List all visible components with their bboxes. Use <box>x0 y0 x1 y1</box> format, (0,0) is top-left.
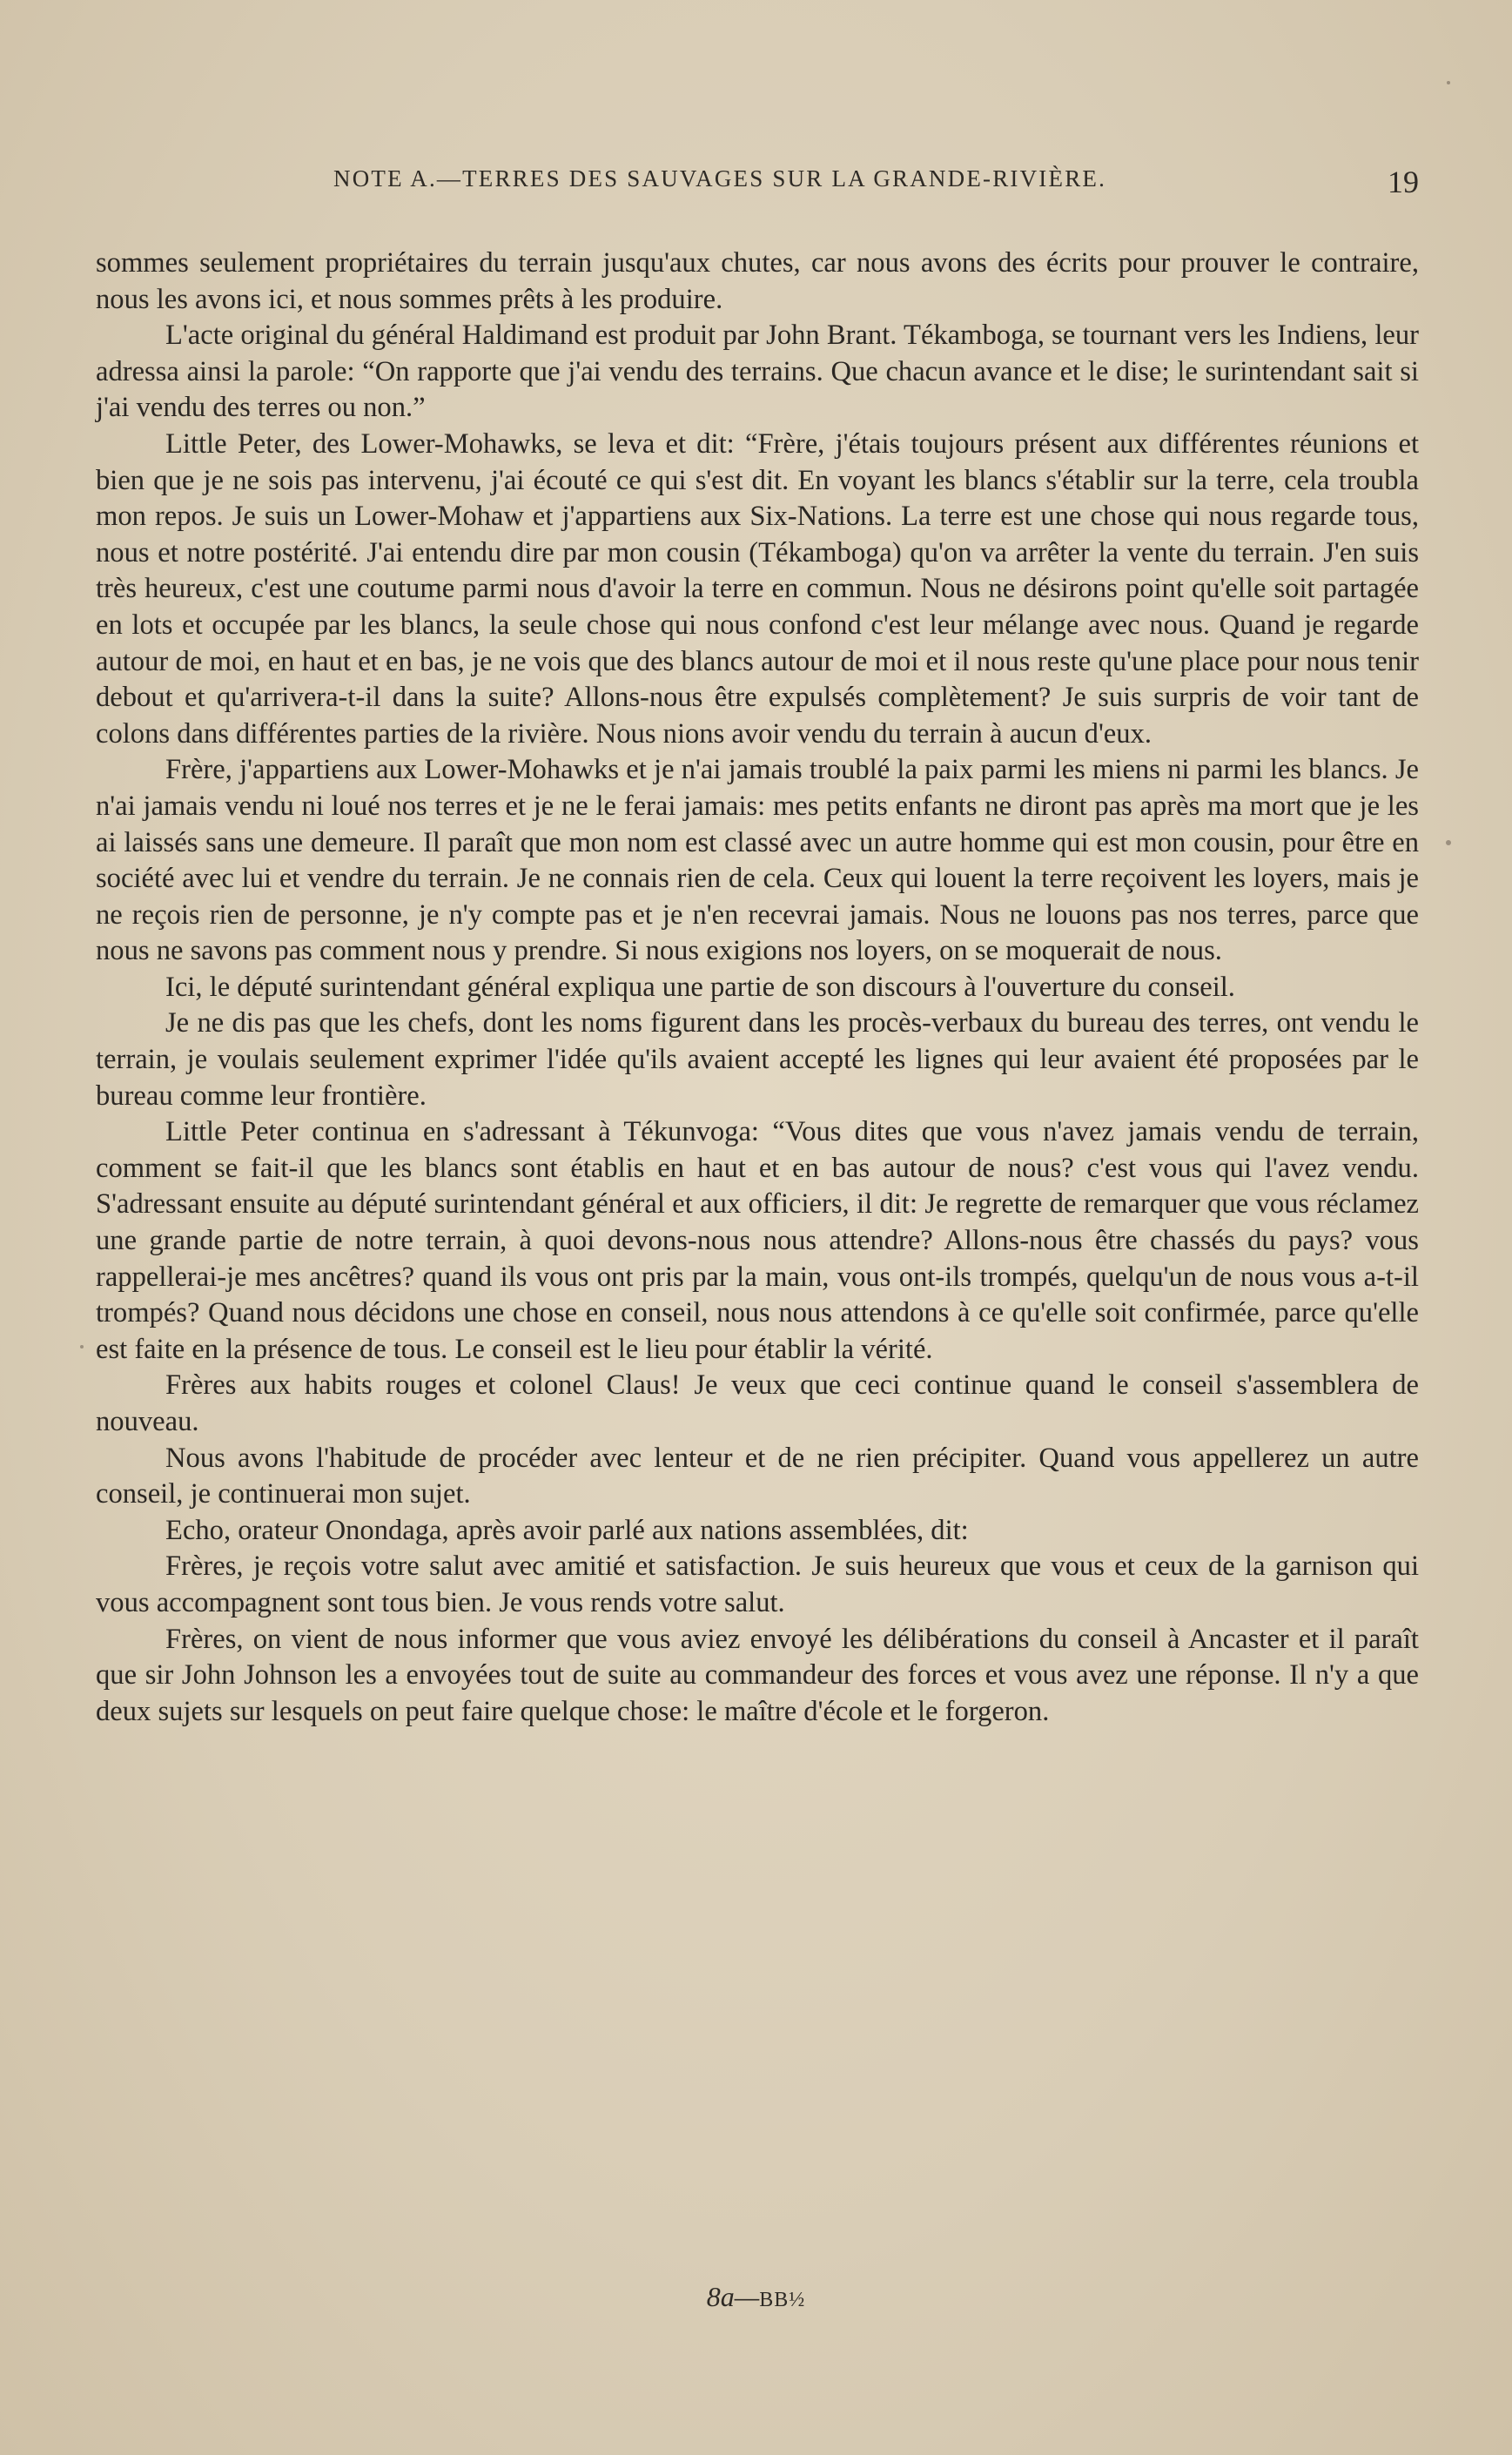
running-head: NOTE A.—TERRES DES SAUVAGES SUR LA GRANDE-RIVIÈRE. <box>333 165 1107 192</box>
page-number: 19 <box>1388 165 1419 199</box>
signature-prefix: 8a— <box>706 2281 760 2312</box>
paragraph: Little Peter, des Lower-Mohawks, se leva et dit: “Frère, j'étais toujours présent aux différentes réunions et bien que je ne sois pas intervenu, j'ai écouté ce qui s'est dit. En voyant les blancs s'établir sur la terre, cela troubla mon repos. Je suis un Lower-Mohaw et j'appartiens aux Six-Nations. La terre est une chose qui nous regarde tous, nous et notre postérité. J'ai entendu dire par mon cousin (Tékamboga) qu'on va arrêter la vente du terrain. J'en suis très heureux, c'est une coutume parmi nous d'avoir la terre en commun. Nous ne désirons point qu'elle soit partagée en lots et occupée par les blancs, la seule chose qui nous confond c'est leur mélange avec nous. Quand je regarde autour de moi, en haut et en bas, je ne vois que des blancs autour de moi et il nous reste qu'une place pour nous tenir debout et qu'arrivera-t-il dans la suite? Allons-nous être expulsés complètement? Je suis surpris de voir tant de colons dans différentes parties de la rivière. Nous nions avoir vendu du terrain à aucun d'eux. <box>96 427 1419 750</box>
paragraph: L'acte original du général Haldimand est produit par John Brant. Tékamboga, se tournant vers les Indiens, leur adressa ainsi la parole: “On rapporte que j'ai vendu des terrains. Que chacun avance et le dise; le surintendant sait si j'ai vendu des terres ou non.” <box>96 319 1419 424</box>
paragraph: Ici, le député surintendant général expliqua une partie de son discours à l'ouverture du conseil. <box>165 971 1235 1003</box>
signature-suffix: BB½ <box>759 2289 806 2311</box>
paper-speck <box>1446 840 1451 845</box>
paragraph: Frères, on vient de nous informer que vous aviez envoyé les délibérations du conseil à Ancaster et il paraît que sir John Johnson les a envoyées tout de suite au commandeur des forces et vous avez une réponse. Il n'y a que deux sujets sur lesquels on peut faire quelque chose: le maître d'école et le forgeron. <box>96 1623 1419 1727</box>
paragraph: Echo, orateur Onondaga, après avoir parlé aux nations assemblées, dit: <box>165 1514 969 1546</box>
body-text <box>96 246 1419 1730</box>
paragraph: Nous avons l'habitude de procéder avec lenteur et de ne rien précipiter. Quand vous appellerez un autre conseil, je continuerai mon sujet. <box>96 1442 1419 1510</box>
paragraph: Frères aux habits rouges et colonel Claus! Je veux que ceci continue quand le conseil s'assemblera de nouveau. <box>96 1369 1419 1437</box>
paragraph: Frères, je reçois votre salut avec amitié et satisfaction. Je suis heureux que vous et ceux de la garnison qui vous accompagnent sont tous bien. Je vous rends votre salut. <box>96 1550 1419 1618</box>
paragraph: sommes seulement propriétaires du terrain jusqu'aux chutes, car nous avons des écrits pour prouver le contraire, nous les avons ici, et nous sommes prêts à les produire. <box>96 247 1419 315</box>
paragraph: Je ne dis pas que les chefs, dont les noms figurent dans les procès-verbaux du bureau des terres, ont vendu le terrain, je voulais seulement exprimer l'idée qu'ils avaient accepté les lignes qui leur avaient été proposées par le bureau comme leur frontière. <box>96 1007 1419 1112</box>
page-header <box>0 164 1512 207</box>
signature-mark <box>0 2281 1512 2313</box>
paper-speck <box>80 1345 84 1349</box>
paper-speck <box>1447 81 1450 84</box>
paragraph: Little Peter continua en s'adressant à Tékunvoga: “Vous dites que vous n'avez jamais vendu de terrain, comment se fait-il que les blancs sont établis en haut et en bas autour de nous? c'est vous qui l'avez vendu. S'adressant ensuite au député surintendant général et aux officiers, il dit: Je regrette de remarquer que vous réclamez une grande partie de notre terrain, à quoi devons-nous nous attendre? Allons-nous être chassés du pays? vous rappellerai-je mes ancêtres? quand ils vous ont pris par la main, vous ont-ils trompés, quelqu'un de nous vous a-t-il trompés? Quand nous décidons une chose en conseil, nous nous attendons à ce qu'elle soit confirmée, parce qu'elle est faite en la présence de tous. Le conseil est le lieu pour établir la vérité. <box>96 1116 1419 1365</box>
paragraph: Frère, j'appartiens aux Lower-Mohawks et je n'ai jamais troublé la paix parmi les miens ni parmi les blancs. Je n'ai jamais vendu ni loué nos terres et je ne le ferai jamais: mes petits enfants ne diront pas après ma mort que je les ai laissés sans une demeure. Il paraît que mon nom est classé avec un autre homme qui est mon cousin, pour être en société avec lui et vendre du terrain. Je ne connais rien de cela. Ceux qui louent la terre reçoivent les loyers, mais je ne reçois rien de personne, je n'y compte pas et je n'en recevrai jamais. Nous ne louons pas nos terres, parce que nous ne savons pas comment nous y prendre. Si nous exigions nos loyers, on se moquerait de nous. <box>96 754 1419 967</box>
